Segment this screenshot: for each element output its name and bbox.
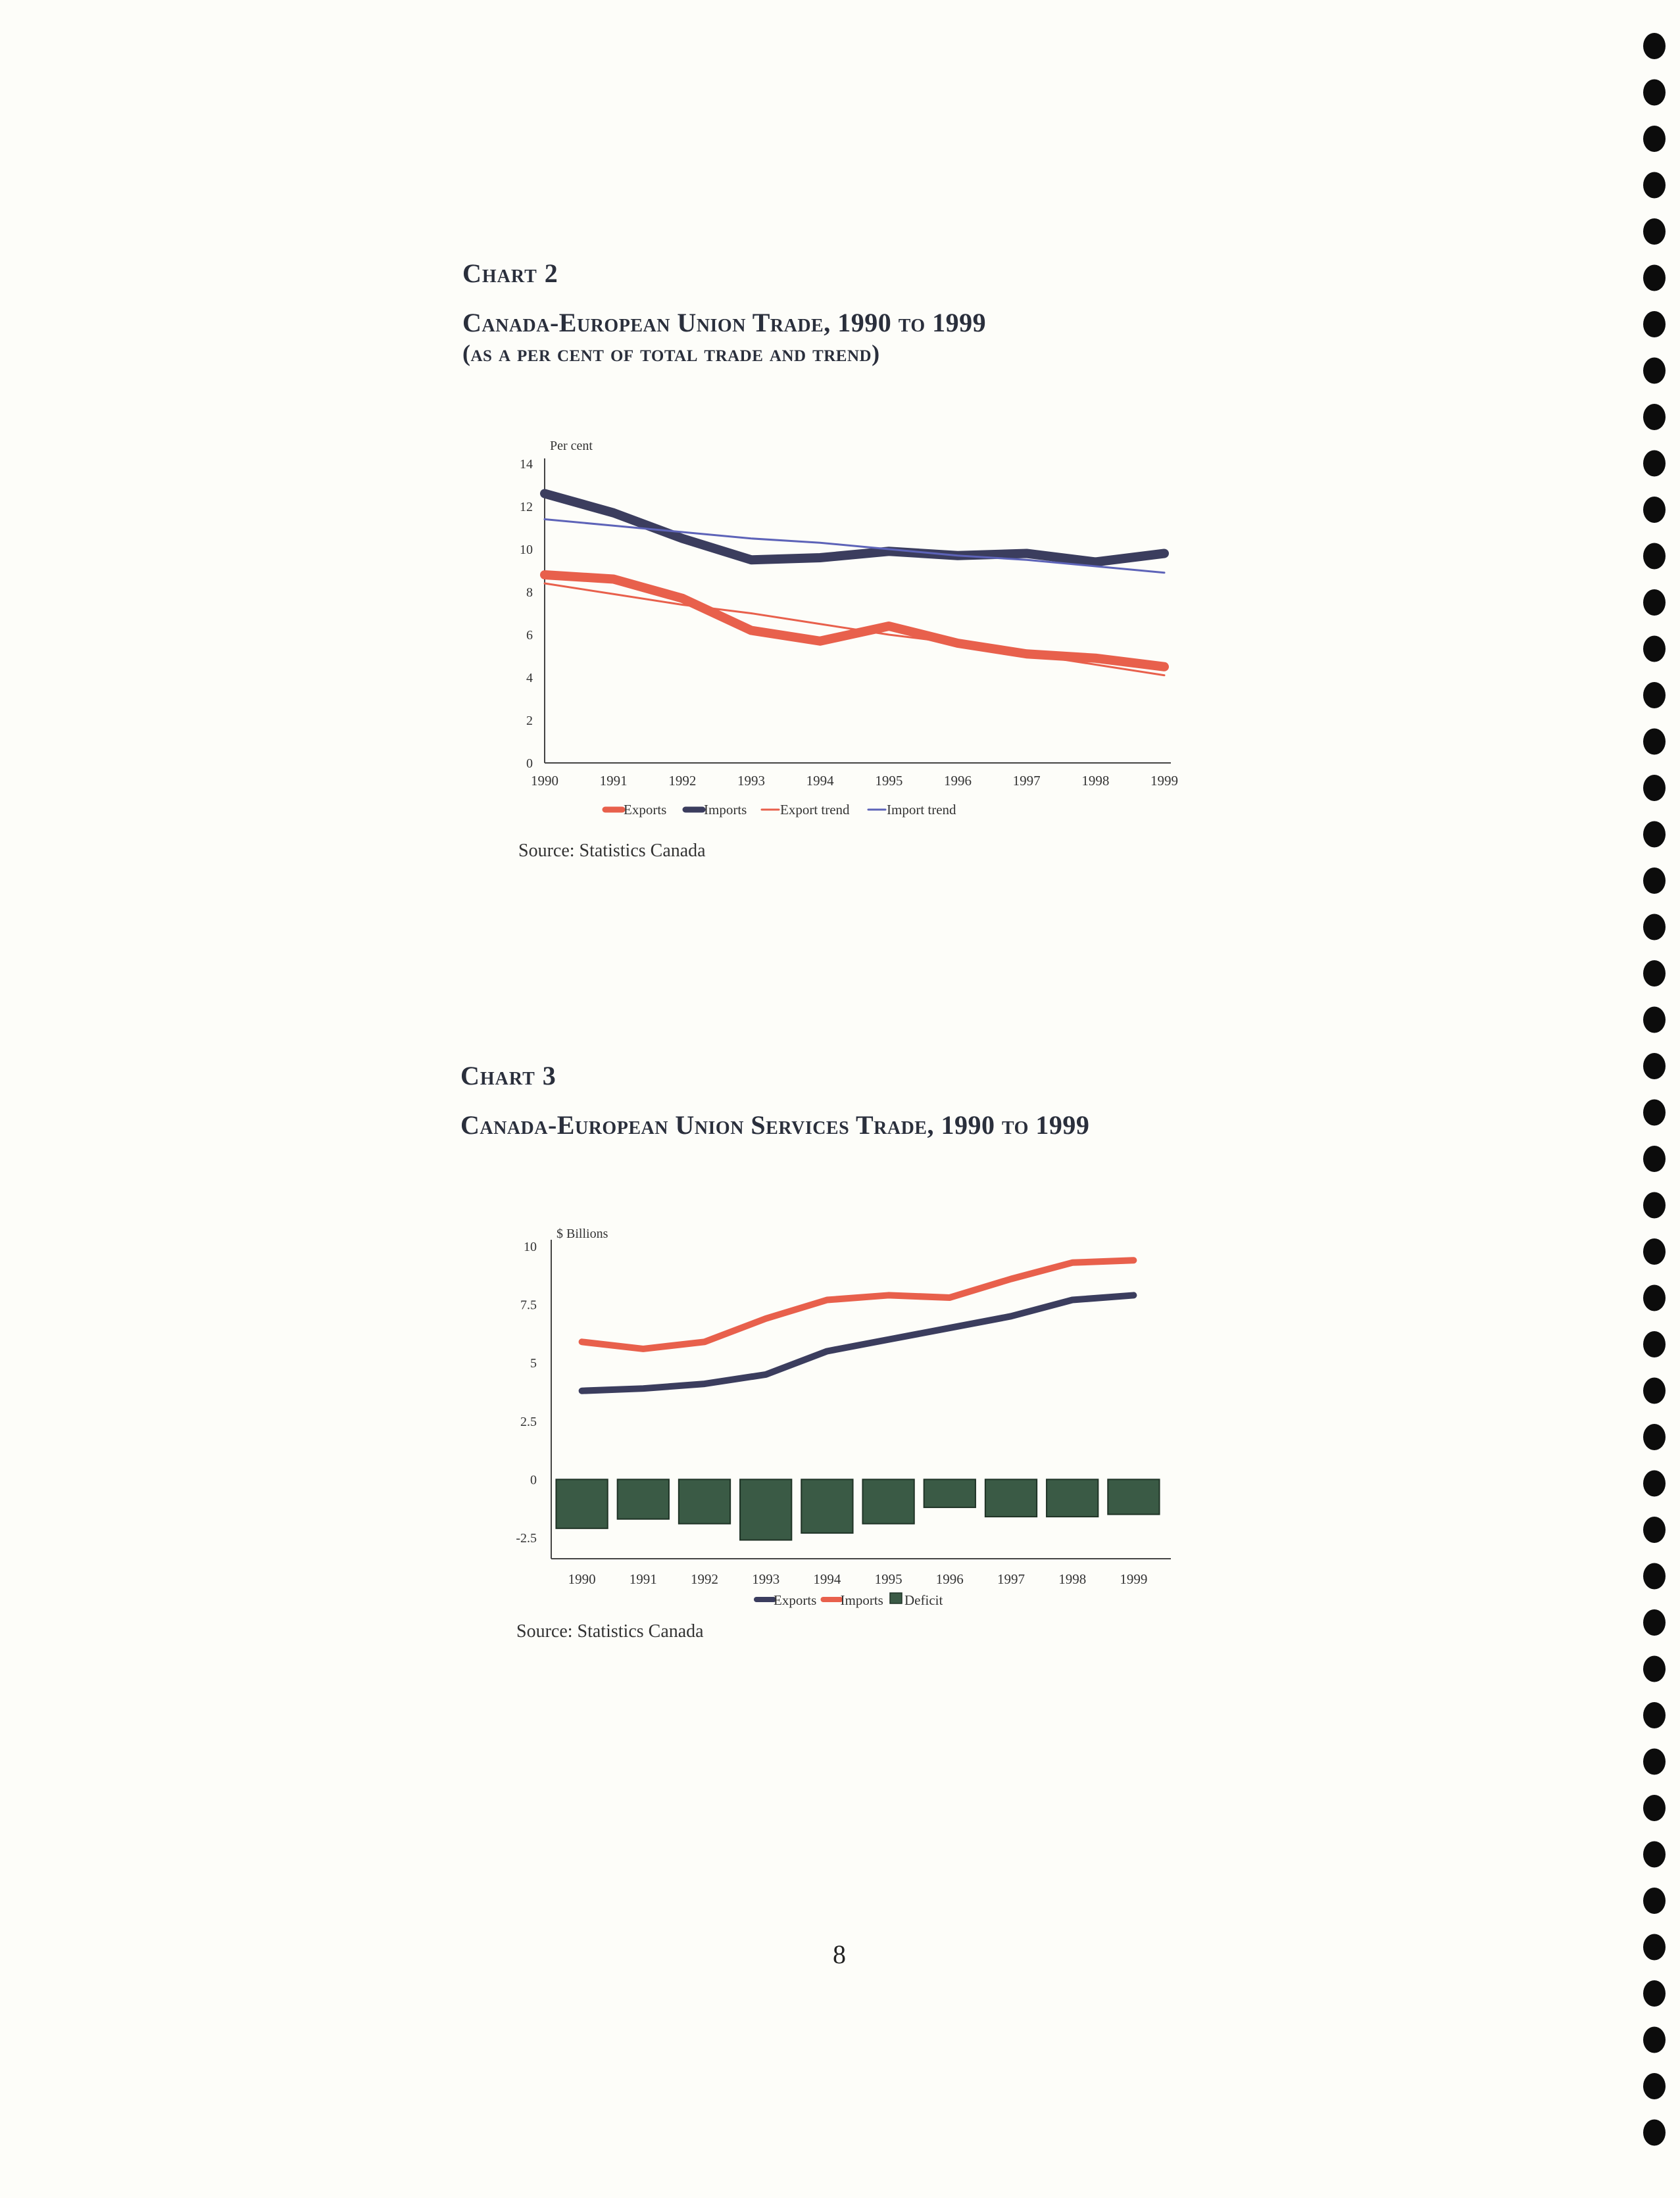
binding-hole — [1643, 1146, 1666, 1172]
chart2-title: Canada-European Union Trade, 1990 to 1999 — [462, 308, 987, 337]
binding-hole — [1643, 682, 1666, 708]
y-tick-label: 6 — [526, 628, 533, 643]
y-tick-label: 0 — [526, 756, 533, 771]
legend-label: Exports — [624, 802, 667, 818]
x-tick-label: 1994 — [806, 773, 834, 789]
deficit-bar — [679, 1479, 730, 1523]
x-tick-label: 1997 — [1012, 773, 1041, 789]
series-line-exports — [545, 575, 1164, 667]
binding-hole — [1643, 1424, 1666, 1450]
x-tick-label: 1996 — [944, 773, 972, 789]
binding-hole — [1643, 33, 1666, 59]
x-tick-label: 1991 — [599, 773, 628, 789]
binding-hole — [1643, 1238, 1666, 1265]
x-tick-label: 1998 — [1081, 773, 1110, 789]
binding-hole — [1643, 775, 1666, 801]
y-tick-label: 8 — [526, 585, 533, 600]
chart2-label: Chart 2 — [462, 258, 558, 288]
binding-hole — [1643, 729, 1666, 755]
binding-hole — [1643, 1934, 1666, 1961]
legend-label: Imports — [840, 1592, 883, 1608]
binding-hole — [1643, 589, 1666, 616]
binding-hole — [1643, 2073, 1666, 2099]
deficit-bar — [1047, 1479, 1098, 1517]
y-tick-label: 2 — [526, 714, 533, 728]
binding-hole — [1643, 265, 1666, 291]
deficit-bar — [1108, 1479, 1159, 1514]
series-line-exports — [582, 1295, 1134, 1390]
x-tick-label: 1993 — [737, 773, 765, 789]
deficit-bar — [801, 1479, 852, 1533]
legend-label: Import trend — [887, 802, 956, 818]
x-tick-label: 1992 — [691, 1571, 718, 1587]
binding-hole — [1643, 1563, 1666, 1590]
y-tick-label: 0 — [530, 1473, 537, 1488]
binding-hole — [1643, 2120, 1666, 2146]
legend-label: Deficit — [904, 1592, 943, 1608]
binding-hole — [1643, 1378, 1666, 1404]
binding-hole — [1643, 1980, 1666, 2007]
y-tick-label: -2.5 — [516, 1531, 537, 1546]
binding-hole — [1643, 636, 1666, 662]
y-axis-label: $ Billions — [556, 1227, 608, 1241]
chart2-source: Source: Statistics Canada — [518, 841, 706, 861]
binding-hole — [1643, 1795, 1666, 1821]
binding-hole — [1643, 960, 1666, 987]
chart2-line-chart — [500, 427, 1197, 835]
binding-hole — [1643, 1749, 1666, 1775]
x-tick-label: 1995 — [874, 1571, 902, 1587]
binding-hole — [1643, 1285, 1666, 1311]
chart3-label: Chart 3 — [460, 1061, 556, 1090]
binding-hole — [1643, 451, 1666, 477]
y-tick-label: 2.5 — [520, 1414, 537, 1429]
x-tick-label: 1999 — [1120, 1571, 1148, 1587]
series-line-export-trend — [545, 583, 1164, 675]
x-tick-label: 1998 — [1058, 1571, 1087, 1587]
binding-hole — [1643, 497, 1666, 523]
binding-hole — [1643, 172, 1666, 199]
deficit-bar — [862, 1479, 914, 1523]
chart3-source: Source: Statistics Canada — [516, 1621, 704, 1642]
page-number: 8 — [833, 1940, 846, 1969]
legend-swatch — [890, 1593, 902, 1603]
binding-hole — [1643, 1702, 1666, 1728]
binding-hole — [1643, 1331, 1666, 1357]
binding-hole — [1643, 1517, 1666, 1543]
y-tick-label: 14 — [520, 457, 533, 472]
binding-hole — [1643, 867, 1666, 894]
y-tick-label: 10 — [520, 543, 533, 557]
deficit-bar — [985, 1479, 1037, 1517]
binding-hole — [1643, 1100, 1666, 1126]
legend-label: Imports — [704, 802, 747, 818]
x-tick-label: 1990 — [531, 773, 558, 789]
x-tick-label: 1992 — [668, 773, 697, 789]
binding-hole — [1643, 218, 1666, 245]
chart3-combo-chart — [500, 1217, 1197, 1611]
binding-hole — [1643, 126, 1666, 152]
chart3-title: Canada-European Union Services Trade, 1990 to 1999 — [460, 1110, 1090, 1140]
binding-hole — [1643, 1192, 1666, 1219]
x-tick-label: 1999 — [1150, 773, 1178, 789]
binding-hole — [1643, 1007, 1666, 1033]
binding-hole — [1643, 914, 1666, 940]
binding-hole — [1643, 2027, 1666, 2053]
x-tick-label: 1996 — [935, 1571, 964, 1587]
binding-hole — [1643, 543, 1666, 570]
y-tick-label: 12 — [520, 500, 533, 514]
deficit-bar — [556, 1479, 607, 1528]
y-tick-label: 4 — [526, 671, 533, 685]
x-tick-label: 1994 — [813, 1571, 841, 1587]
x-tick-label: 1997 — [997, 1571, 1025, 1587]
binding-hole — [1643, 404, 1666, 430]
binding-hole — [1643, 1053, 1666, 1079]
y-axis-label: Per cent — [550, 439, 593, 453]
binding-hole — [1643, 358, 1666, 384]
binding-hole — [1643, 80, 1666, 106]
y-tick-label: 10 — [524, 1240, 537, 1254]
legend-label: Export trend — [780, 802, 850, 818]
deficit-bar — [618, 1479, 669, 1519]
chart2-subtitle: (as a per cent of total trade and trend) — [462, 340, 880, 366]
y-tick-label: 7.5 — [520, 1298, 537, 1313]
deficit-bar — [740, 1479, 791, 1540]
binding-hole — [1643, 1842, 1666, 1868]
x-tick-label: 1995 — [875, 773, 903, 789]
x-tick-label: 1990 — [568, 1571, 596, 1587]
deficit-bar — [924, 1479, 976, 1507]
binding-hole — [1643, 1656, 1666, 1682]
series-line-import-trend — [545, 520, 1164, 573]
x-tick-label: 1991 — [629, 1571, 657, 1587]
binding-hole — [1643, 821, 1666, 848]
binding-hole — [1643, 1609, 1666, 1636]
binding-hole — [1643, 311, 1666, 337]
binding-hole — [1643, 1471, 1666, 1497]
x-tick-label: 1993 — [752, 1571, 780, 1587]
y-tick-label: 5 — [530, 1356, 537, 1371]
legend-label: Exports — [774, 1592, 817, 1608]
binding-hole — [1643, 1888, 1666, 1914]
